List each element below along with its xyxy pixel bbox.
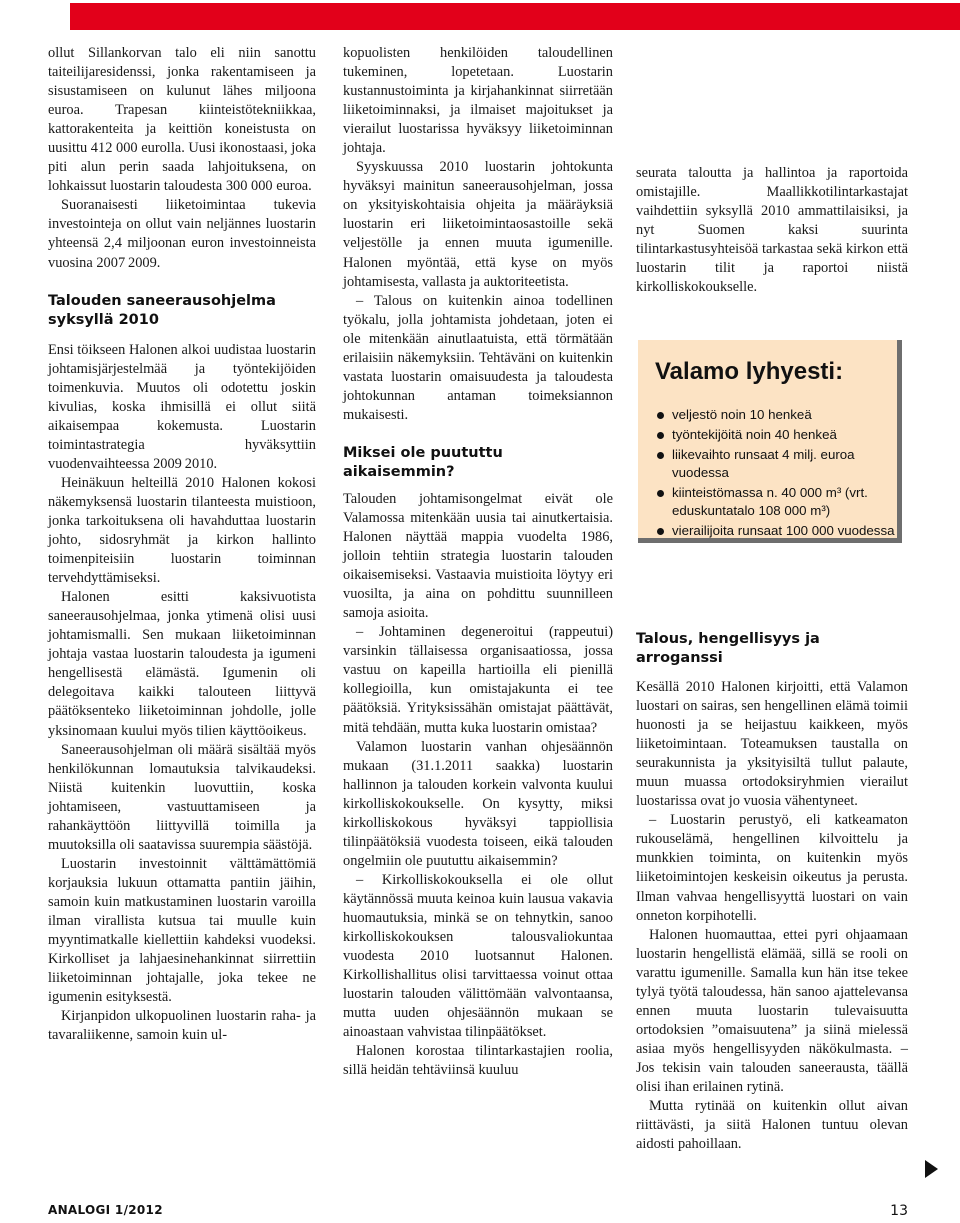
paragraph: – Johtaminen degeneroitui (rappeutui) varsinkin tällaisessa organisaatiossa, jossa vastuu on kapeilla hartioilla eli pienillä kollegioilla, kun omistajakunta ei tee päätöksiä. Yrityksissähän omistajat päättävät, mitä tehdään, mutta kuka luostarin omistaa? xyxy=(343,624,613,736)
paragraph: Suoranaisesti liiketoimintaa tukevia investointeja on ollut vain neljännes luostarin yhteensä 2,4 miljoonan euron investoinneista vuosina 2007 2009. xyxy=(48,197,316,271)
paragraph: seurata taloutta ja hallintoa ja raportoida omistajille. Maallikkotilintarkastajat vaihdettiin syksyllä 2010 ammattilaisiksi, ja nyt Suomen kaksi suurinta tilintarkastusyhteisöä tarkastaa sekä kirkon että luostarin tilit ja raportoi niistä kirkolliskokoukselle. xyxy=(636,165,908,296)
paragraph: kopuolisten henkilöiden taloudellinen tukeminen, lopetetaan. Luostarin kustannustoiminta ja kirjahankinnat siirretään liiketoiminnaksi, ja ilmaiset majoitukset ja vierailut luostarissa hyväksyy liiketoiminnan johtaja. xyxy=(343,45,613,157)
paragraph: Mutta rytinää on kuitenkin ollut aivan riittävästi, ja siitä Halonen tuntuu olevan aidosti pahoillaan. xyxy=(636,1098,908,1153)
fact-item: liikevaihto runsaat 4 milj. euroa vuodessa xyxy=(655,446,897,482)
paragraph: Kesällä 2010 Halonen kirjoitti, että Valamon luostari on sairas, sen hengellinen elämä toimii huonosti ja se heijastuu kaikkeen, myös liiketoimintaan. Toteamuksen taustalla on seurakunnista ja yksityisiltä tullut palaute, muun muassa ortodoksiryhmien vierailut luostarissa ovat jo vuosia vähentyneet. xyxy=(636,679,908,810)
article-column-2 xyxy=(343,44,613,1080)
paragraph: Valamon luostarin vanhan ohjesäännön mukaan (31.1.2011 saakka) luostarin hallinnon ja talouden korkein valvonta kuului kirkolliskokoukselle. On kysytty, miksi kirkolliskokous hyväksyi tappiollisia tilinpäätöksiä vuodesta toiseen, eikä talouden ongelmiin ole puututtu aikaisemmin? xyxy=(343,738,613,869)
fact-item: työntekijöitä noin 40 henkeä xyxy=(655,426,897,444)
paragraph: ollut Sillankorvan talo eli niin sanottu taiteilijaresidenssi, jonka rakentamiseen ja sisustamiseen on kulunut lähes miljoona euroa. Trapesan kiinteistötekniikkaa, kattorakenteita ja keittiön koneistusta on uusittu 412 000 eurolla. Uusi ikonostaasi, joka piti alun perin saada lahjoituksena, on lohkaissut luostarin taloudesta 300 000 euroa. xyxy=(48,45,316,195)
paragraph: Halonen esitti kaksivuotista saneerausohjelmaa, jonka ytimenä olisi uusi johtamismalli. Sen mukaan liiketoiminnan johtaja vastaa luostarin taloudesta ja igumeni hengellisestä elämästä. Igumenin oli delegoitava kaikki talouteen liittyvä päätöksenteko liiketoiminnan johdolle, jolle yksinomaan kuului myös tilien käyttöoikeus. xyxy=(48,589,316,739)
paragraph: Talouden johtamisongelmat eivät ole Valamossa mitenkään uusia tai ainutkertaisia. Halonen näyttää mappia vuodelta 1986, jolloin tehtiin strategia luostarin talouden oikaisemiseksi. Vastaavia muistioita löytyy eri vuosilta, ja aina on pohdittu suunnilleen samoja asioita. xyxy=(343,490,613,622)
fact-item: vierailijoita runsaat 100 000 vuodessa xyxy=(655,522,897,540)
paragraph: Luostarin investoinnit välttämättömiä korjauksia lukuun ottamatta pantiin jäihin, samoin kuin matkustaminen luostarin varoilla ilman virallista kutsua tai muulle kuin myyntimatkalle kiellettiin kahdeksi vuodeksi. Kirkolliset ja lahjaesinehankinnat siirrettiin liiketoiminnan johtajalle, joka tekee ne igumenin esityksestä. xyxy=(48,855,316,1006)
paragraph: – Luostarin perustyö, eli katkeamaton rukouselämä, hengellinen kilvoittelu ja munkkien toiminta, on kuitenkin myös liiketoimintojen keskeisin oikeutus ja perusta. Ilman vahvaa hengellisyyttä luostari on vain onneton korpihotelli. xyxy=(636,812,908,924)
paragraph: Heinäkuun helteillä 2010 Halonen kokosi näkemyksensä luostarin tilanteesta muistioon, jonka tarkoituksena oli havahduttaa luostarin johto, sidosryhmät ja kirkon hallinto toimenpiteisiin luostarin toiminnan tervehdyttämiseksi. xyxy=(48,474,316,587)
article-column-3-top xyxy=(636,164,908,297)
article-column-3-bottom xyxy=(636,630,908,1154)
fact-item: kiinteistömassa n. 40 000 m³ (vrt. eduskuntatalo 108 000 m³) xyxy=(655,484,897,520)
section-heading: Talouden saneerausohjelma syksyllä 2010 xyxy=(48,292,276,328)
page-number: 13 xyxy=(890,1203,908,1219)
fact-box xyxy=(638,340,902,543)
paragraph: Kirjanpidon ulkopuolinen luostarin raha- ja tavaraliikenne, samoin kuin ul- xyxy=(48,1008,316,1044)
section-heading: Talous, hengellisyys ja arroganssi xyxy=(636,631,820,666)
paragraph: Halonen huomauttaa, ettei pyri ohjaamaan luostarin hengellistä elämää, sillä se rooli on varattu igumenille. Samalla kun hän itse tekee tylyä työtä taloudessa, hän sanoo ajattelevansa ennen muuta luostarin tulevaisuutta ortodoksien ”omaisuutena” ja siinä mielessä asiaa myös hengellisyyden näkökulmasta. – Jos tekisin vain talouden saneerausta, täällä olisi ihan erilainen rytinä. xyxy=(636,926,908,1095)
fact-item: veljestö noin 10 henkeä xyxy=(655,406,897,424)
paragraph: Halonen korostaa tilintarkastajien roolia, sillä heidän tehtäviinsä kuuluu xyxy=(343,1043,613,1079)
continue-arrow-icon xyxy=(925,1160,938,1178)
paragraph: Syyskuussa 2010 luostarin johtokunta hyväksyi mainitun saneerausohjelman, jossa on yksityiskohtaisia ohjeita ja määräyksiä luostarin eri liiketoimintaosastoille sekä veljestölle ja ennen muuta igumenille. Halonen myöntää, että kyse on myös johtamisesta, vallasta ja auktoriteetista. xyxy=(343,159,613,290)
header-color-bar xyxy=(70,3,960,30)
section-heading: Miksei ole puututtu aikaisemmin? xyxy=(343,444,503,480)
fact-list xyxy=(655,406,897,540)
paragraph: Ensi töikseen Halonen alkoi uudistaa luostarin johtamisjärjestelmää ja työntekijöiden toimenkuvia. Muutos oli odotettu joskin kivulias, koska ihmisillä ei ollut siitä aikaisempaa kokemusta. Luostarin toimintastrategia hyväksyttiin vuodenvaihteessa 2009 2010. xyxy=(48,341,316,472)
fact-box-title: Valamo lyhyesti: xyxy=(655,358,844,385)
magazine-issue: ANALOGI 1/2012 xyxy=(48,1203,163,1217)
paragraph: Saneerausohjelman oli määrä sisältää myös henkilökunnan lomautuksia talvikaudeksi. Niistä kuitenkin luovuttiin, koska johtamiseen, vastuuttamiseen ja rahankäyttöön liittyvillä toimilla ja muutoksilla oli saatavissa suurempia säästöjä. xyxy=(48,741,316,853)
paragraph: – Kirkolliskokouksella ei ole ollut käytännössä muuta keinoa kuin lausua vakavia huomautuksia, minkä se on tehnytkin, sanoo kirkolliskokouksen talousvaliokuntaa vuodesta 2010 luotsannut Halonen. Kirkollishallitus olisi tarvittaessa voinut ottaa luostarin talouden välittömään valvontaansa, mutta uuden ohjesäännön mukaan se ainoastaan vahvistaa tilinpäätökset. xyxy=(343,871,613,1041)
article-column-1 xyxy=(48,44,316,1045)
paragraph: – Talous on kuitenkin ainoa todellinen työkalu, jolla johtamista johdetaan, joten ei ole mitenkään ainutlaatuista, että törmätään erilaisiin näkemyksiin. Tehtäväni on kuitenkin vastata luostarin omaisuudesta ja taloudesta johtokunnan antaman toimeksiannon mukaisesti. xyxy=(343,292,613,423)
